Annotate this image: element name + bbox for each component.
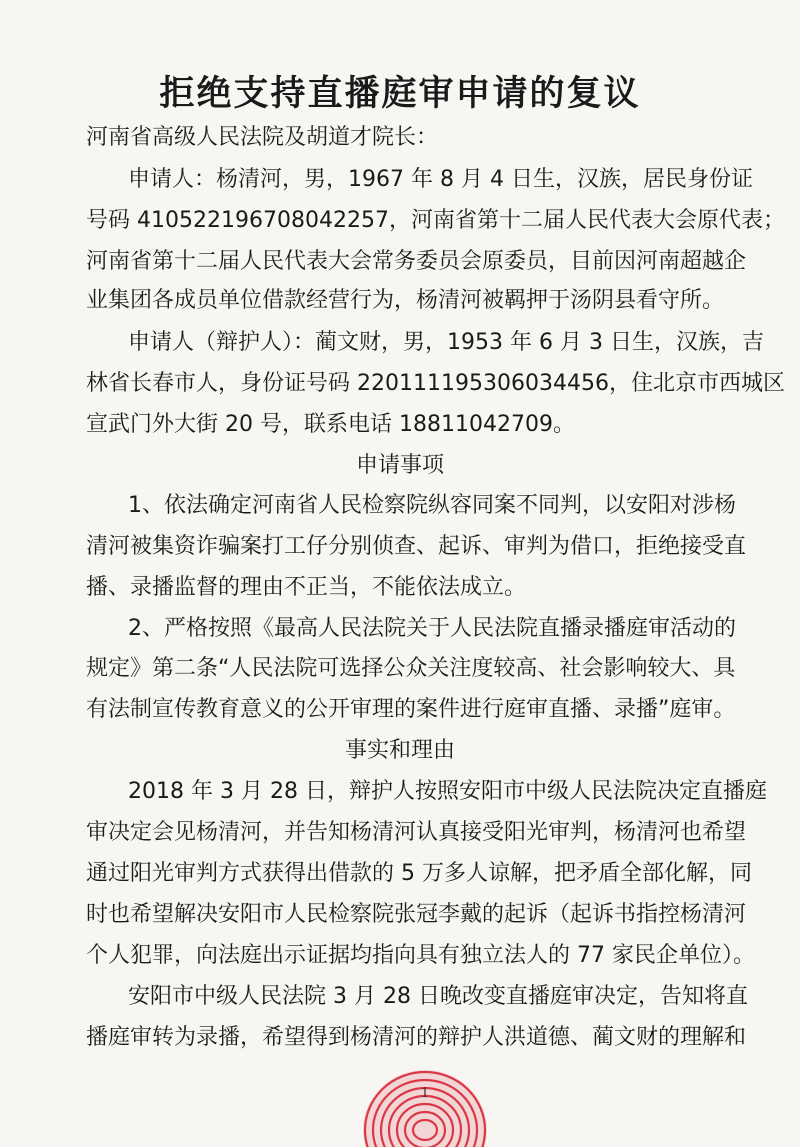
page-number: 1	[420, 1086, 430, 1101]
paragraph-line: 业集团各成员单位借款经营行为，杨清河被羁押于汤阴县看守所。	[86, 288, 725, 313]
paragraph-line: 河南省第十二届人民代表大会常务委员会原委员，目前因河南超越企	[86, 249, 747, 274]
paragraph-line: 林省长春市人，身份证号码 220111195306034456，住北京市西城区	[86, 371, 785, 396]
section-heading: 申请事项	[355, 453, 444, 478]
paragraph-line: 号码 410522196708042257，河南省第十二届人民代表大会原代表；	[86, 208, 785, 233]
fingerprint-seal	[360, 1050, 490, 1147]
paragraph-line: 安阳市中级人民法院 3 月 28 日晚改变直播庭审决定，告知将直	[128, 984, 748, 1009]
paragraph-line: 2018 年 3 月 28 日，辩护人按照安阳市中级人民法院决定直播庭	[128, 779, 767, 804]
paragraph-line: 时也希望解决安阳市人民检察院张冠李戴的起诉（起诉书指控杨清河	[86, 902, 747, 927]
paragraph-line: 播、录播监督的理由不正当，不能依法成立。	[86, 575, 527, 600]
paragraph-line: 通过阳光审判方式获得出借款的 5 万多人谅解，把矛盾全部化解，同	[86, 861, 752, 886]
paragraph-line: 个人犯罪，向法庭出示证据均指向具有独立法人的 77 家民企单位）。	[86, 943, 755, 968]
paragraph-line: 1、依法确定河南省人民检察院纵容同案不同判，以安阳对涉杨	[128, 493, 736, 518]
paragraph-line: 2、严格按照《最高人民法院关于人民法院直播录播庭审活动的	[128, 616, 736, 641]
paragraph-line: 有法制宣传教育意义的公开审理的案件进行庭审直播、录播”庭审。	[86, 697, 736, 722]
paragraph-line: 审决定会见杨清河，并告知杨清河认真接受阳光审判，杨清河也希望	[86, 820, 747, 845]
paragraph-line: 规定》第二条“人民法院可选择公众关注度较高、社会影响较大、具	[86, 656, 736, 681]
paragraph-line: 清河被集资诈骗案打工仔分别侦查、起诉、审判为借口，拒绝接受直	[86, 534, 747, 559]
paragraph-line: 播庭审转为录播，希望得到杨清河的辩护人洪道德、蔺文财的理解和	[86, 1025, 747, 1050]
addressee: 河南省高级人民法院及胡道才院长：	[86, 125, 439, 150]
paragraph-line: 申请人（辩护人）：蔺文财，男，1953 年 6 月 3 日生，汉族，吉	[128, 330, 764, 355]
paragraph-line: 申请人：杨清河，男，1967 年 8 月 4 日生，汉族，居民身份证	[128, 167, 753, 192]
paragraph-line: 宣武门外大街 20 号，联系电话 18811042709。	[86, 412, 575, 437]
section-heading: 事实和理由	[344, 738, 455, 763]
document-title: 拒绝支持直播庭审申请的复议	[159, 74, 641, 114]
